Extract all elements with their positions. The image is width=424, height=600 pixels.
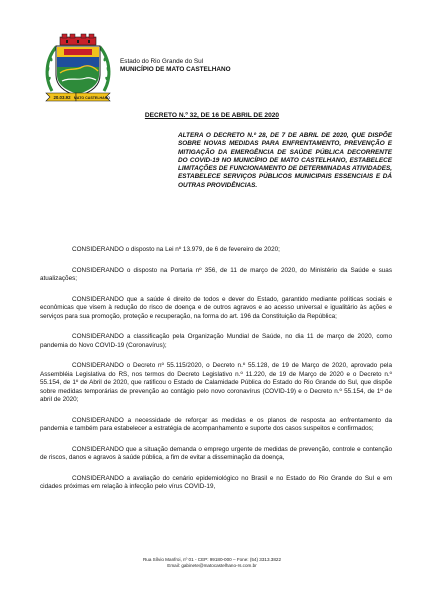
considering-paragraph: CONSIDERANDO o Decreto nº 55.115/2020, o Decreto n.º 55.128, de 19 de Março de 2020, aprovado pela Assembléia Legislativa do RS, nos termos do Decreto Legislativo n.º 11.220, de 19 de Março de 2020 e o Decreto n.º 55.154, de 1º de Abril de 2020, que ratificou o Estado de Calamidade Pública do Estado do Rio Grande do Sul, que dispõe sobre medidas temporárias de prevenção ao contágio pelo novo coronavírus (COVID-19) e o Decreto n.º 55.154, de 1º de abril de 2020; <box>40 362 392 403</box>
decree-summary: ALTERA O DECRETO N.º 28, DE 7 DE ABRIL DE 2020, QUE DISPÕE SOBRE NOVAS MEDIDAS PARA ENFRENTAMENTO, PREVENÇÃO E MITIGAÇÃO DA EMERGÊNCIA DE SAÚDE PÚBLICA DECORRENTE DO COVID-19 NO MUNICÍPIO DE MATO CASTELHANO, ESTABELECE LIMITAÇÕES DE FUNCIONAMENTO DE DETERMINADAS ATIVIDADES, ESTABELECE SERVIÇOS PÚBLICOS MUNICIPAIS ESSENCIAIS E DÁ OUTRAS PROVIDÊNCIAS. <box>178 132 392 189</box>
crest-ribbon-left-text: 20.03.92 <box>53 95 71 101</box>
considering-paragraph: CONSIDERANDO que a saúde é direito de todos e dever do Estado, garantido mediante políticas sociais e econômicas que visem à redução do risco de doença e de outros agravos e ao acesso universal e igualitário às ações e serviços para sua promoção, proteção e recuperação, na forma do art. 196 da Constituição da República; <box>40 295 392 320</box>
page-footer <box>0 557 424 570</box>
considering-paragraph: CONSIDERANDO a avaliação do cenário epidemiológico no Brasil e no Estado do Rio Grande do Sul e em cidades próximas em relação à infecção pelo vírus COVID-19, <box>40 474 392 490</box>
municipality-name: MUNICÍPIO DE MATO CASTELHANO <box>120 66 231 73</box>
considering-paragraph: CONSIDERANDO a classificação pela Organização Mundial de Saúde, no dia 11 de março de 2020, como pandemia do Novo COVID-19 (Coronavírus); <box>40 333 392 349</box>
considering-paragraph: CONSIDERANDO o disposto na Portaria nº 356, de 11 de março de 2020, do Ministério da Saúde e suas atualizações; <box>40 266 392 282</box>
letterhead <box>120 58 231 74</box>
footer-address: Rua Sílvio Manfroi, nº 01 - CEP: 99180-000 – Fone: (54) 3313.3822 <box>142 557 282 562</box>
footer-email: Email: gabinete@matocastelhano-rs.com.br <box>167 563 257 569</box>
decree-title: DECRETO N.º 32, DE 16 DE ABRIL DE 2020 <box>144 112 280 119</box>
considering-paragraph: CONSIDERANDO o disposto na Lei nº 13.979, de 6 de fevereiro de 2020; <box>72 246 280 253</box>
considering-paragraph: CONSIDERANDO que a situação demanda o emprego urgente de medidas de prevenção, controle e contenção de riscos, danos e agravos à saúde pública, a fim de evitar a disseminação da doença, <box>40 445 392 461</box>
decree-body <box>40 246 392 504</box>
considering-paragraph: CONSIDERANDO a necessidade de reforçar as medidas e os planos de resposta ao enfrentamento da pandemia e também para estabelecer a estratégia de acompanhamento e suporte dos casos suspeitos e confirmados; <box>40 416 392 432</box>
municipal-coat-of-arms-icon <box>42 33 114 105</box>
state-name: Estado do Rio Grande do Sul <box>120 58 204 65</box>
crest-ribbon-right-text: MATO CASTELHANO <box>73 96 111 101</box>
